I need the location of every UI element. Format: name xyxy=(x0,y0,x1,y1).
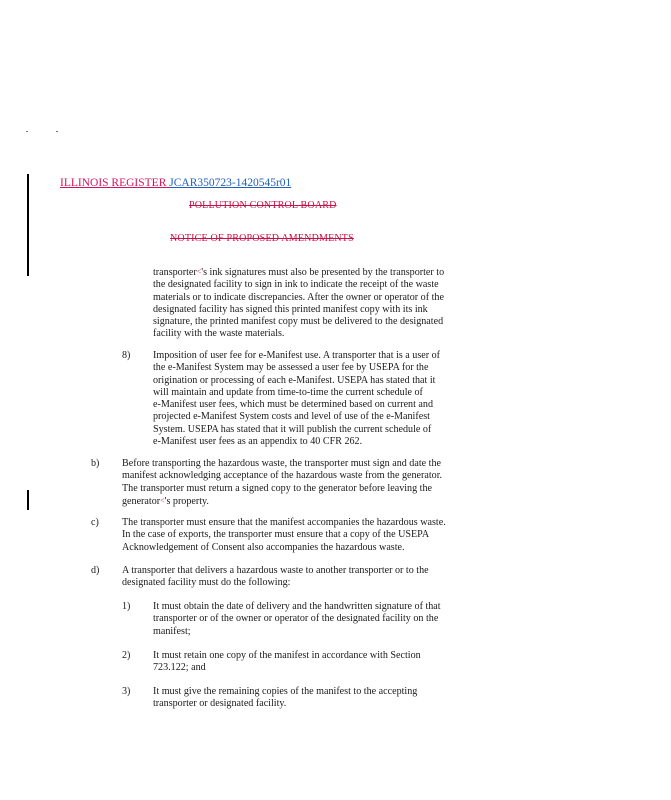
text-line: manifest acknowledging acceptance of the hazardous waste from the generator. xyxy=(122,470,443,482)
text-line: generator<'s property. xyxy=(122,495,209,507)
text-line: 723.122; and xyxy=(153,662,206,674)
subsection-d3-paragraph xyxy=(153,686,417,711)
text-line: Before transporting the hazardous waste, the transporter must sign and date the xyxy=(122,458,441,469)
subsection-b-paragraph xyxy=(122,458,442,508)
item-label: d) xyxy=(91,565,100,576)
item-label: 3) xyxy=(122,686,131,697)
agency-name: ILLINOIS REGISTER xyxy=(60,177,167,189)
text-line: designated facility has signed this printed manifest copy with its ink xyxy=(153,303,428,315)
subsection-d2-paragraph xyxy=(153,650,421,675)
document-id: JCAR350723-1420545r01 xyxy=(169,177,292,189)
text-line: The transporter must ensure that the manifest accompanies the hazardous waste. xyxy=(122,517,446,528)
notice-title: NOTICE OF PROPOSED AMENDMENTS xyxy=(170,233,354,244)
text-line: facility with the waste materials. xyxy=(153,328,285,340)
scan-speck xyxy=(26,131,28,132)
text-line: e-Manifest user fees as an appendix to 40 CFR 262. xyxy=(153,436,363,448)
item-label: 8) xyxy=(122,350,131,361)
board-title: POLLUTION CONTROL BOARD xyxy=(189,200,337,211)
item-label: 1) xyxy=(122,601,131,612)
item-label: 2) xyxy=(122,650,131,661)
text-line: It must give the remaining copies of the manifest to the accepting xyxy=(153,686,418,697)
text-line: signature, the printed manifest copy must be delivered to the designated xyxy=(153,316,444,328)
text-line: Acknowledgement of Consent also accompanies the hazardous waste. xyxy=(122,541,405,553)
subsection-d1-paragraph xyxy=(153,601,441,638)
item-8-paragraph xyxy=(153,350,440,448)
text-line: transporter or of the owner or operator of the designated facility on the xyxy=(153,613,439,625)
text-line: manifest; xyxy=(153,625,191,637)
continuation-paragraph xyxy=(153,266,444,341)
text-line: It must retain one copy of the manifest in accordance with Section xyxy=(153,650,421,661)
text-line: projected e-Manifest System costs and level of use of the e-Manifest xyxy=(153,411,430,423)
register-header xyxy=(60,177,291,190)
text-line: materials or to indicate discrepancies. After the owner or operator of the xyxy=(153,291,444,303)
text-line: will maintain and update from time-to-time the current schedule of xyxy=(153,386,423,398)
text-line: e-Manifest user fees, which must be determined based on current and xyxy=(153,399,434,411)
subsection-c-paragraph xyxy=(122,517,446,554)
subsection-d-paragraph xyxy=(122,565,429,590)
text-line: A transporter that delivers a hazardous waste to another transporter or to the xyxy=(122,565,429,576)
text-line: designated facility must do the following: xyxy=(122,577,291,589)
text-line: System. USEPA has stated that it will publish the current schedule of xyxy=(153,423,432,435)
revision-bar xyxy=(27,490,29,510)
text-line: origination or processing of each e-Manifest. USEPA has stated that it xyxy=(153,374,436,386)
text-line: the e-Manifest System may be assessed a user fee by USEPA for the xyxy=(153,362,429,374)
text-line: transporter or designated facility. xyxy=(153,698,287,710)
text-line: Imposition of user fee for e-Manifest use. A transporter that is a user of xyxy=(153,350,441,361)
revision-bar xyxy=(27,174,29,276)
text-line: It must obtain the date of delivery and the handwritten signature of that xyxy=(153,601,441,612)
item-label: c) xyxy=(91,517,99,528)
text-line: transporter<'s ink signatures must also be presented by the transporter to xyxy=(153,267,445,278)
scan-speck xyxy=(56,131,58,132)
text-line: In the case of exports, the transporter must ensure that a copy of the USEPA xyxy=(122,529,430,541)
item-label: b) xyxy=(91,458,100,469)
text-line: The transporter must return a signed copy to the generator before leaving the xyxy=(122,482,432,494)
text-line: the designated facility to sign in ink to indicate the receipt of the waste xyxy=(153,279,439,291)
